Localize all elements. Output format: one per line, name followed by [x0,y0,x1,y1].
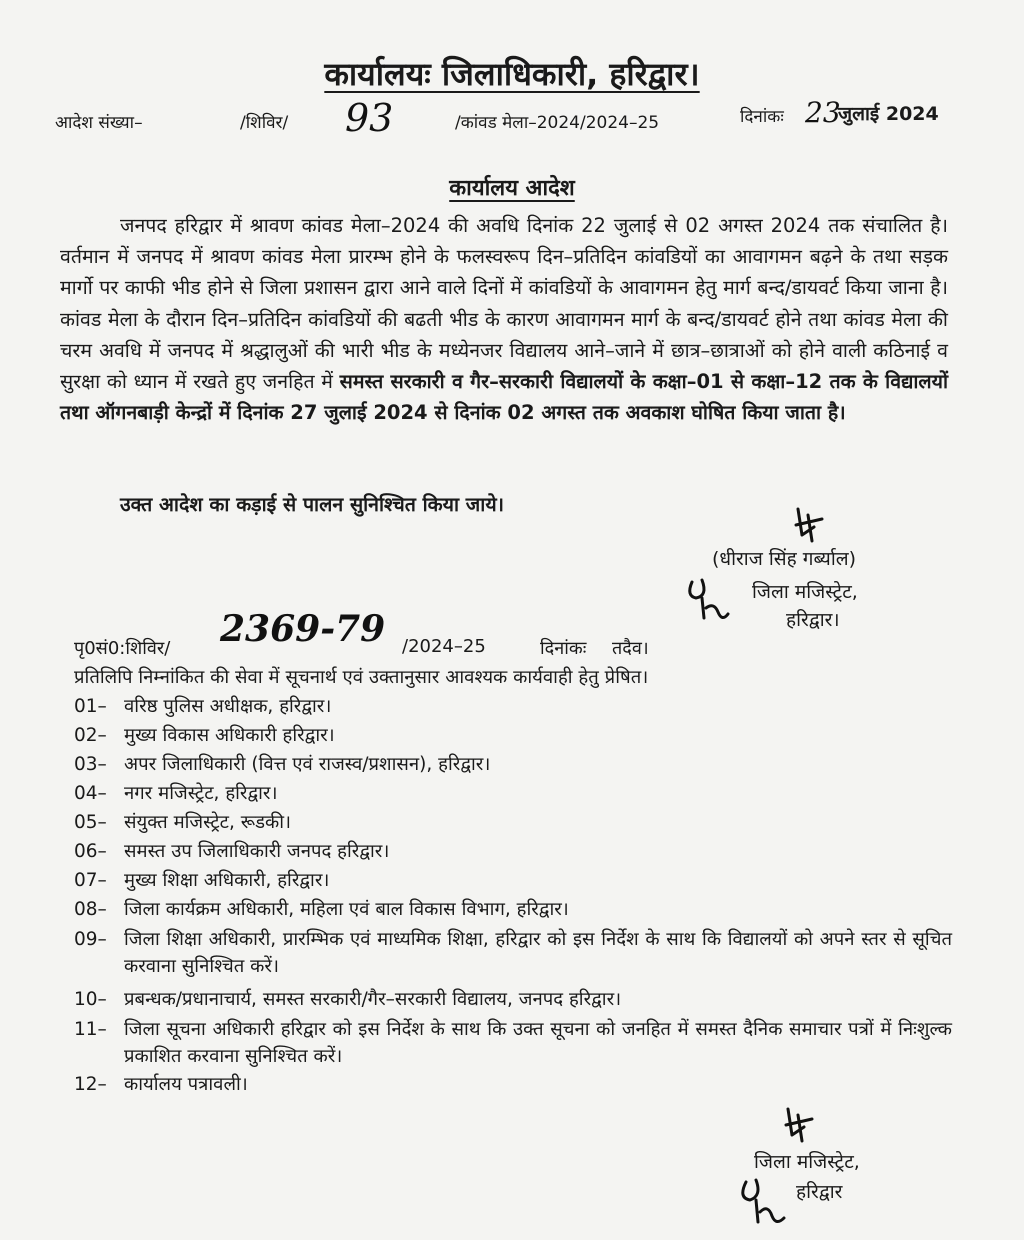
signatory-designation: जिला मजिस्ट्रेट, [752,581,858,603]
date-printed: जुलाई 2024 [838,103,939,125]
copy-list-item: 01– वरिष्ठ पुलिस अधीक्षक, हरिद्वार। [74,696,332,717]
copy-list-item: 10– प्रबन्धक/प्रधानाचार्य, समस्त सरकारी/गैर–सरकारी विद्यालय, जनपद हरिद्वार। [74,989,622,1010]
endorsement-date-value: तदैव। [612,638,649,659]
compliance-line: उक्त आदेश का कड़ाई से पालन सुनिश्चित किया जाये। [120,493,505,516]
copy-list-item: 03– अपर जिलाधिकारी (वित्त एवं राजस्व/प्रशासन), हरिद्वार। [74,754,491,775]
copy-list-item: 09– जिला शिक्षा अधिकारी, प्रारम्भिक एवं माध्यमिक शिक्षा, हरिद्वार को इस निर्देश के साथ कि विद्यालयों को अपने स्तर से सूचित करवाना सुनिश्चित करें। [74,929,952,977]
office-title: कार्यालयः जिलाधिकारी, हरिद्वार। [324,55,700,93]
endorsement-ref-label: पृ0सं0:शिविर/ [74,638,171,659]
date-day-handwritten: 23 [805,96,841,129]
endorsement-date-label: दिनांकः [540,638,587,659]
signature-scribble-2 [734,1172,790,1232]
reference-suffix: /कांवड मेला–2024/2024–25 [455,113,660,133]
order-title: कार्यालय आदेश [449,176,575,201]
copy-list-item: 07– मुख्य शिक्षा अधिकारी, हरिद्वार। [74,870,330,891]
signature-initial-mark [782,1105,818,1145]
order-number-handwritten: 93 [345,96,394,140]
signatory-designation-2: जिला मजिस्ट्रेट, [754,1151,860,1173]
signatory-name: (धीराज सिंह गर्ब्याल) [712,548,857,570]
signatory-place-2: हरिद्वार [796,1181,843,1203]
order-body-text: जनपद हरिद्वार में श्रावण कांवड मेला–2024 की अवधि दिनांक 22 जुलाई से 02 अगस्त 2024 तक संचालित है। वर्तमान में जनपद में श्रावण कांवड मेला प्रारम्भ होने के फलस्वरूप दिन–प्रतिदिन कांवडियों का आवागमन बढ़ने के तथा सड़क मार्गो पर काफी भीड होने से जिला प्रशासन द्वारा आने वाले दिनों में कांवडियों के आवागमन हेतु मार्ग बन्द/डायवर्ट किया जाना है। कांवड मेला के दौरान दिन–प्रतिदिन कांवडियों की बढती भीड के कारण आवागमन मार्ग के बन्द/डायवर्ट होने तथा कांवड मेला की चरम अवधि में जनपद में श्रद्धालुओं की भारी भीड के मध्येनजर विद्यालय आने–जाने में छात्र–छात्राओं को होने वाली कठिनाई व सुरक्षा को ध्यान में रखते हुए जनहित में [60,214,948,394]
copy-list-item: 05– संयुक्त मजिस्ट्रेट, रूडकी। [74,812,292,833]
signature-scribble [682,572,734,628]
signature-initial-mark [792,505,828,545]
copy-list-item: 06– समस्त उप जिलाधिकारी जनपद हरिद्वार। [74,841,390,862]
copy-list-item: 12– कार्यालय पत्रावली। [74,1074,248,1095]
camp-label: /शिविर/ [240,113,289,133]
order-number-label: आदेश संख्या– [55,113,143,133]
endorsement-intro: प्रतिलिपि निम्नांकित की सेवा में सूचनार्थ एवं उक्तानुसार आवश्यक कार्यवाही हेतु प्रेषित। [74,667,649,688]
endorsement-ref-number-handwritten: 2369-79 [220,608,386,650]
signatory-place: हरिद्वार। [786,609,840,631]
copy-list-item: 04– नगर मजिस्ट्रेट, हरिद्वार। [74,783,278,804]
endorsement-ref-year: /2024–25 [402,636,486,657]
copy-list-item: 11– जिला सूचना अधिकारी हरिद्वार को इस निर्देश के साथ कि उक्त सूचना को जनहित में समस्त दैनिक समाचार पत्रों में निःशुल्क प्रकाशित करवाना सुनिश्चित करें। [74,1019,952,1067]
copy-list-item: 08– जिला कार्यक्रम अधिकारी, महिला एवं बाल विकास विभाग, हरिद्वार। [74,899,569,920]
copy-list-item: 02– मुख्य विकास अधिकारी हरिद्वार। [74,725,335,746]
order-body-paragraph [60,210,948,428]
order-body-bold-text: समस्त सरकारी व गैर–सरकारी विद्यालयों के कक्षा–01 से कक्षा–12 तक के विद्यालयों तथा ऑगनबाड़ी केन्द्रों में दिनांक 27 जुलाई 2024 से दिनांक 02 अगस्त तक अवकाश घोषित किया जाता है। [60,370,948,425]
date-label: दिनांकः [740,107,784,127]
